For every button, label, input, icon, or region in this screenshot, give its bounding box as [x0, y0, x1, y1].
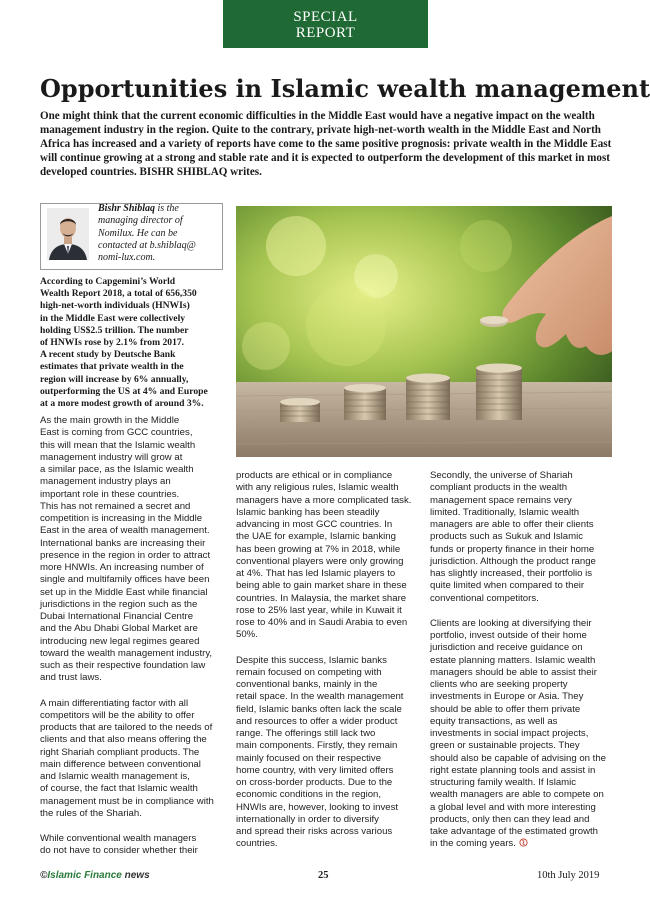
intro-line: in the Middle East were collectively: [40, 312, 186, 324]
body-column-3: [430, 470, 613, 864]
body-line: countries.: [236, 838, 278, 850]
body-column-1: [40, 415, 230, 871]
intro-line: outperforming the US at 4% and Europe: [40, 385, 208, 397]
body-line: funds or property finance in their home: [430, 543, 595, 555]
footer-brand: [40, 870, 150, 881]
article-intro: [40, 276, 225, 410]
article-end-icon: [519, 838, 528, 847]
body-line: jurisdiction and receive guidance on: [430, 642, 583, 654]
body-line: economic conditions in the region,: [236, 789, 382, 801]
issue-date: 10th July 2019: [537, 870, 600, 881]
author-bio-line: contacted at b.shiblaq@: [98, 239, 196, 251]
body-line: This has not remained a secret and: [40, 500, 191, 512]
body-line: management space remains very: [430, 494, 572, 506]
page-number: 25: [318, 870, 329, 881]
body-line: introducing new legal regimes geared: [40, 635, 200, 647]
body-line: main components. Firstly, they remain: [236, 740, 398, 752]
body-line: at 4%. That has led Islamic players to: [236, 568, 396, 579]
body-line: products, only then can they lead and: [430, 813, 590, 825]
body-line: conventional players were only growing: [236, 555, 404, 567]
paragraph: [40, 833, 230, 858]
banner-line-2: REPORT: [295, 25, 356, 41]
body-line: the rules of the Shariah.: [40, 807, 142, 819]
intro-line: estimates that private wealth in the: [40, 361, 184, 373]
body-line: Despite this success, Islamic banks: [236, 654, 387, 666]
body-line: of course, the fact that Islamic wealth: [40, 783, 198, 795]
body-line: structuring family wealth. If Islamic: [430, 777, 577, 788]
body-line: home country, with very limited offers: [236, 764, 394, 776]
body-line: toward the wealth management industry,: [40, 647, 213, 659]
body-line: quite limited when compared to their: [430, 580, 585, 592]
body-line: important role in these countries.: [40, 488, 180, 500]
author-bio-line: Nomilux. He can be: [98, 227, 178, 239]
body-line: set up in the Middle East while financial: [40, 586, 208, 598]
body-line: has been growing at 7% in 2018, while: [236, 543, 401, 555]
author-photo: [47, 208, 89, 260]
body-line: compliant products in the wealth: [430, 482, 568, 494]
body-line: Islamic banking has been steadily: [236, 506, 380, 518]
body-line: should also be capable of advising on the: [430, 752, 607, 764]
body-line: conventional banks, mainly in the: [236, 679, 378, 690]
body-line: management industry plays an: [40, 476, 171, 488]
body-line: equity transactions, as well as: [430, 715, 558, 727]
body-line: countries. In Malaysia, the market share: [236, 592, 407, 604]
body-line: right estate planning tools and assist in: [430, 764, 596, 776]
body-line: green or sustainable projects. They: [430, 740, 580, 752]
body-line: with any religious rules, Islamic wealth: [236, 482, 399, 494]
body-line: clients and that also means offering the: [40, 734, 207, 746]
body-line: take advantage of the estimated growth: [430, 826, 598, 837]
article-lead: One might think that the current economic difficulties in the Middle East would have a negative impact on the wealth management industry in the region. Quite to the contrary, private high-net-worth wealth in the Middle East and North Africa has increased and a variety of reports have come to the same positive prognosis: private wealth in the Middle East will continue growing at a strong and stable rate and it is expected to outperform the development of this market in most developed countries. BISHR SHIBLAQ writes.: [40, 110, 612, 178]
body-line: Dubai International Financial Centre: [40, 611, 194, 622]
body-line: HNWIs are, however, looking to invest: [236, 801, 399, 813]
body-line: products that are tailored to the needs of: [40, 722, 213, 733]
intro-line: high-net-worth individuals (HNWIs): [40, 300, 190, 312]
intro-line: of HNWIs rose by 2.1% from 2017.: [40, 337, 185, 349]
body-line: and Islamic wealth management is,: [40, 771, 190, 782]
body-line: While conventional wealth managers: [40, 833, 197, 844]
intro-line: at a more modest growth of around 3%.: [40, 398, 204, 410]
body-line: management must be in compliance with: [40, 795, 214, 807]
paragraph: [40, 415, 230, 685]
author-name: Bishr Shiblaq: [98, 203, 155, 214]
body-line: and the Abu Dhabi Global Market are: [40, 623, 198, 635]
body-line: products are ethical or in compliance: [236, 470, 393, 481]
body-line: should be able to offer them private: [430, 703, 581, 715]
body-line: competitors will be the ability to offer: [40, 709, 195, 721]
body-line: Secondly, the universe of Shariah: [430, 470, 573, 481]
body-line: in the coming years.: [430, 838, 516, 850]
author-bio-line: managing director of: [98, 215, 183, 227]
brand-suffix: news: [124, 870, 150, 881]
body-line: field, Islamic banks often lack the scale: [236, 703, 402, 715]
body-line: investments in Europe or Asia. They: [430, 691, 584, 703]
body-line: internationally in order to diversify: [236, 813, 379, 825]
body-line: limited. Traditionally, Islamic wealth: [430, 506, 580, 518]
paragraph: [430, 618, 613, 851]
body-line: clients who are seeking property: [430, 679, 568, 690]
body-line: on cross-border products. Due to the: [236, 777, 393, 788]
body-line: jurisdictions in the region such as the: [40, 598, 198, 610]
body-line: such as their respective foundation law: [40, 660, 206, 671]
intro-line: According to Capgemini’s World: [40, 276, 176, 287]
body-line: International banks are increasing their: [40, 537, 206, 549]
body-line: products such as Sukuk and Islamic: [430, 531, 584, 543]
body-line: main difference between conventional: [40, 758, 201, 770]
body-line: a similar pace, as the Islamic wealth: [40, 464, 194, 475]
body-line: this will mean that the Islamic wealth: [40, 439, 196, 451]
body-line: single and multifamily offices have been: [40, 574, 210, 586]
body-line: a global level and with more interesting: [430, 801, 596, 813]
body-line: As the main growth in the Middle: [40, 415, 180, 426]
body-line: East is coming from GCC countries,: [40, 427, 193, 439]
intro-line: Wealth Report 2018, a total of 656,350: [40, 288, 197, 300]
body-line: advancing in most GCC countries. In: [236, 519, 393, 530]
body-line: and trust laws.: [40, 672, 102, 684]
intro-line: region will increase by 6% annually,: [40, 373, 189, 385]
body-line: right Shariah compliant products. The: [40, 746, 200, 758]
body-line: jurisdiction. Although the product range: [430, 555, 596, 567]
body-line: managers should be able to assist their: [430, 666, 597, 678]
paragraph: [430, 470, 613, 605]
body-line: and resources to offer a wider product: [236, 715, 398, 727]
author-bio-line: is the: [157, 203, 179, 214]
body-line: presence in the region in order to attract: [40, 549, 211, 561]
body-line: do not have to consider whether their: [40, 845, 198, 857]
author-bio: [98, 203, 220, 264]
intro-line: holding US$2.5 trillion. The number: [40, 324, 189, 336]
coins-hero-image: [236, 206, 612, 457]
body-line: Clients are looking at diversifying their: [430, 617, 592, 629]
paragraph: [236, 655, 419, 851]
body-line: A main differentiating factor with all: [40, 697, 189, 709]
intro-line: A recent study by Deutsche Bank: [40, 349, 176, 361]
body-line: remain focused on competing with: [236, 666, 382, 678]
paragraph: [40, 698, 230, 821]
body-line: 50%.: [236, 629, 258, 641]
body-line: has slightly increased, their portfolio is: [430, 568, 593, 579]
body-column-2: [236, 470, 419, 864]
special-report-banner: [223, 0, 428, 48]
body-line: rose to 40% and in Saudi Arabia to even: [236, 617, 408, 628]
body-line: managers are able to offer their clients: [430, 519, 594, 530]
body-line: management industry will grow at: [40, 451, 183, 463]
banner-line-1: SPECIAL: [293, 9, 358, 25]
body-line: managers have a more complicated task.: [236, 494, 412, 506]
copyright-symbol: ©: [40, 870, 48, 881]
body-line: estate planning matters. Islamic wealth: [430, 654, 596, 666]
body-line: East in the area of wealth management.: [40, 525, 210, 537]
brand-name: Islamic Finance: [47, 870, 122, 881]
body-line: and spread their risks across various: [236, 826, 393, 837]
body-line: range. The offerings still lack two: [236, 728, 376, 739]
body-line: mainly focused on their respective: [236, 752, 382, 764]
body-line: investments in social impact projects,: [430, 728, 589, 739]
body-line: more HNWIs. An increasing number of: [40, 562, 204, 573]
paragraph: [236, 470, 419, 642]
body-line: retail space. In the wealth management: [236, 691, 404, 703]
body-line: the UAE for example, Islamic banking: [236, 531, 396, 543]
body-line: wealth managers are able to compete on: [430, 789, 604, 801]
body-line: conventional competitors.: [430, 592, 539, 604]
body-line: rose to 25% last year, while in Kuwait it: [236, 604, 402, 616]
body-line: portfolio, invest outside of their home: [430, 630, 587, 641]
author-bio-line: nomi-lux.com.: [98, 252, 156, 264]
body-line: being able to gain market share in these: [236, 580, 407, 592]
body-line: competition is increasing in the Middle: [40, 513, 203, 524]
article-title: Opportunities in Islamic wealth management: [40, 74, 650, 103]
